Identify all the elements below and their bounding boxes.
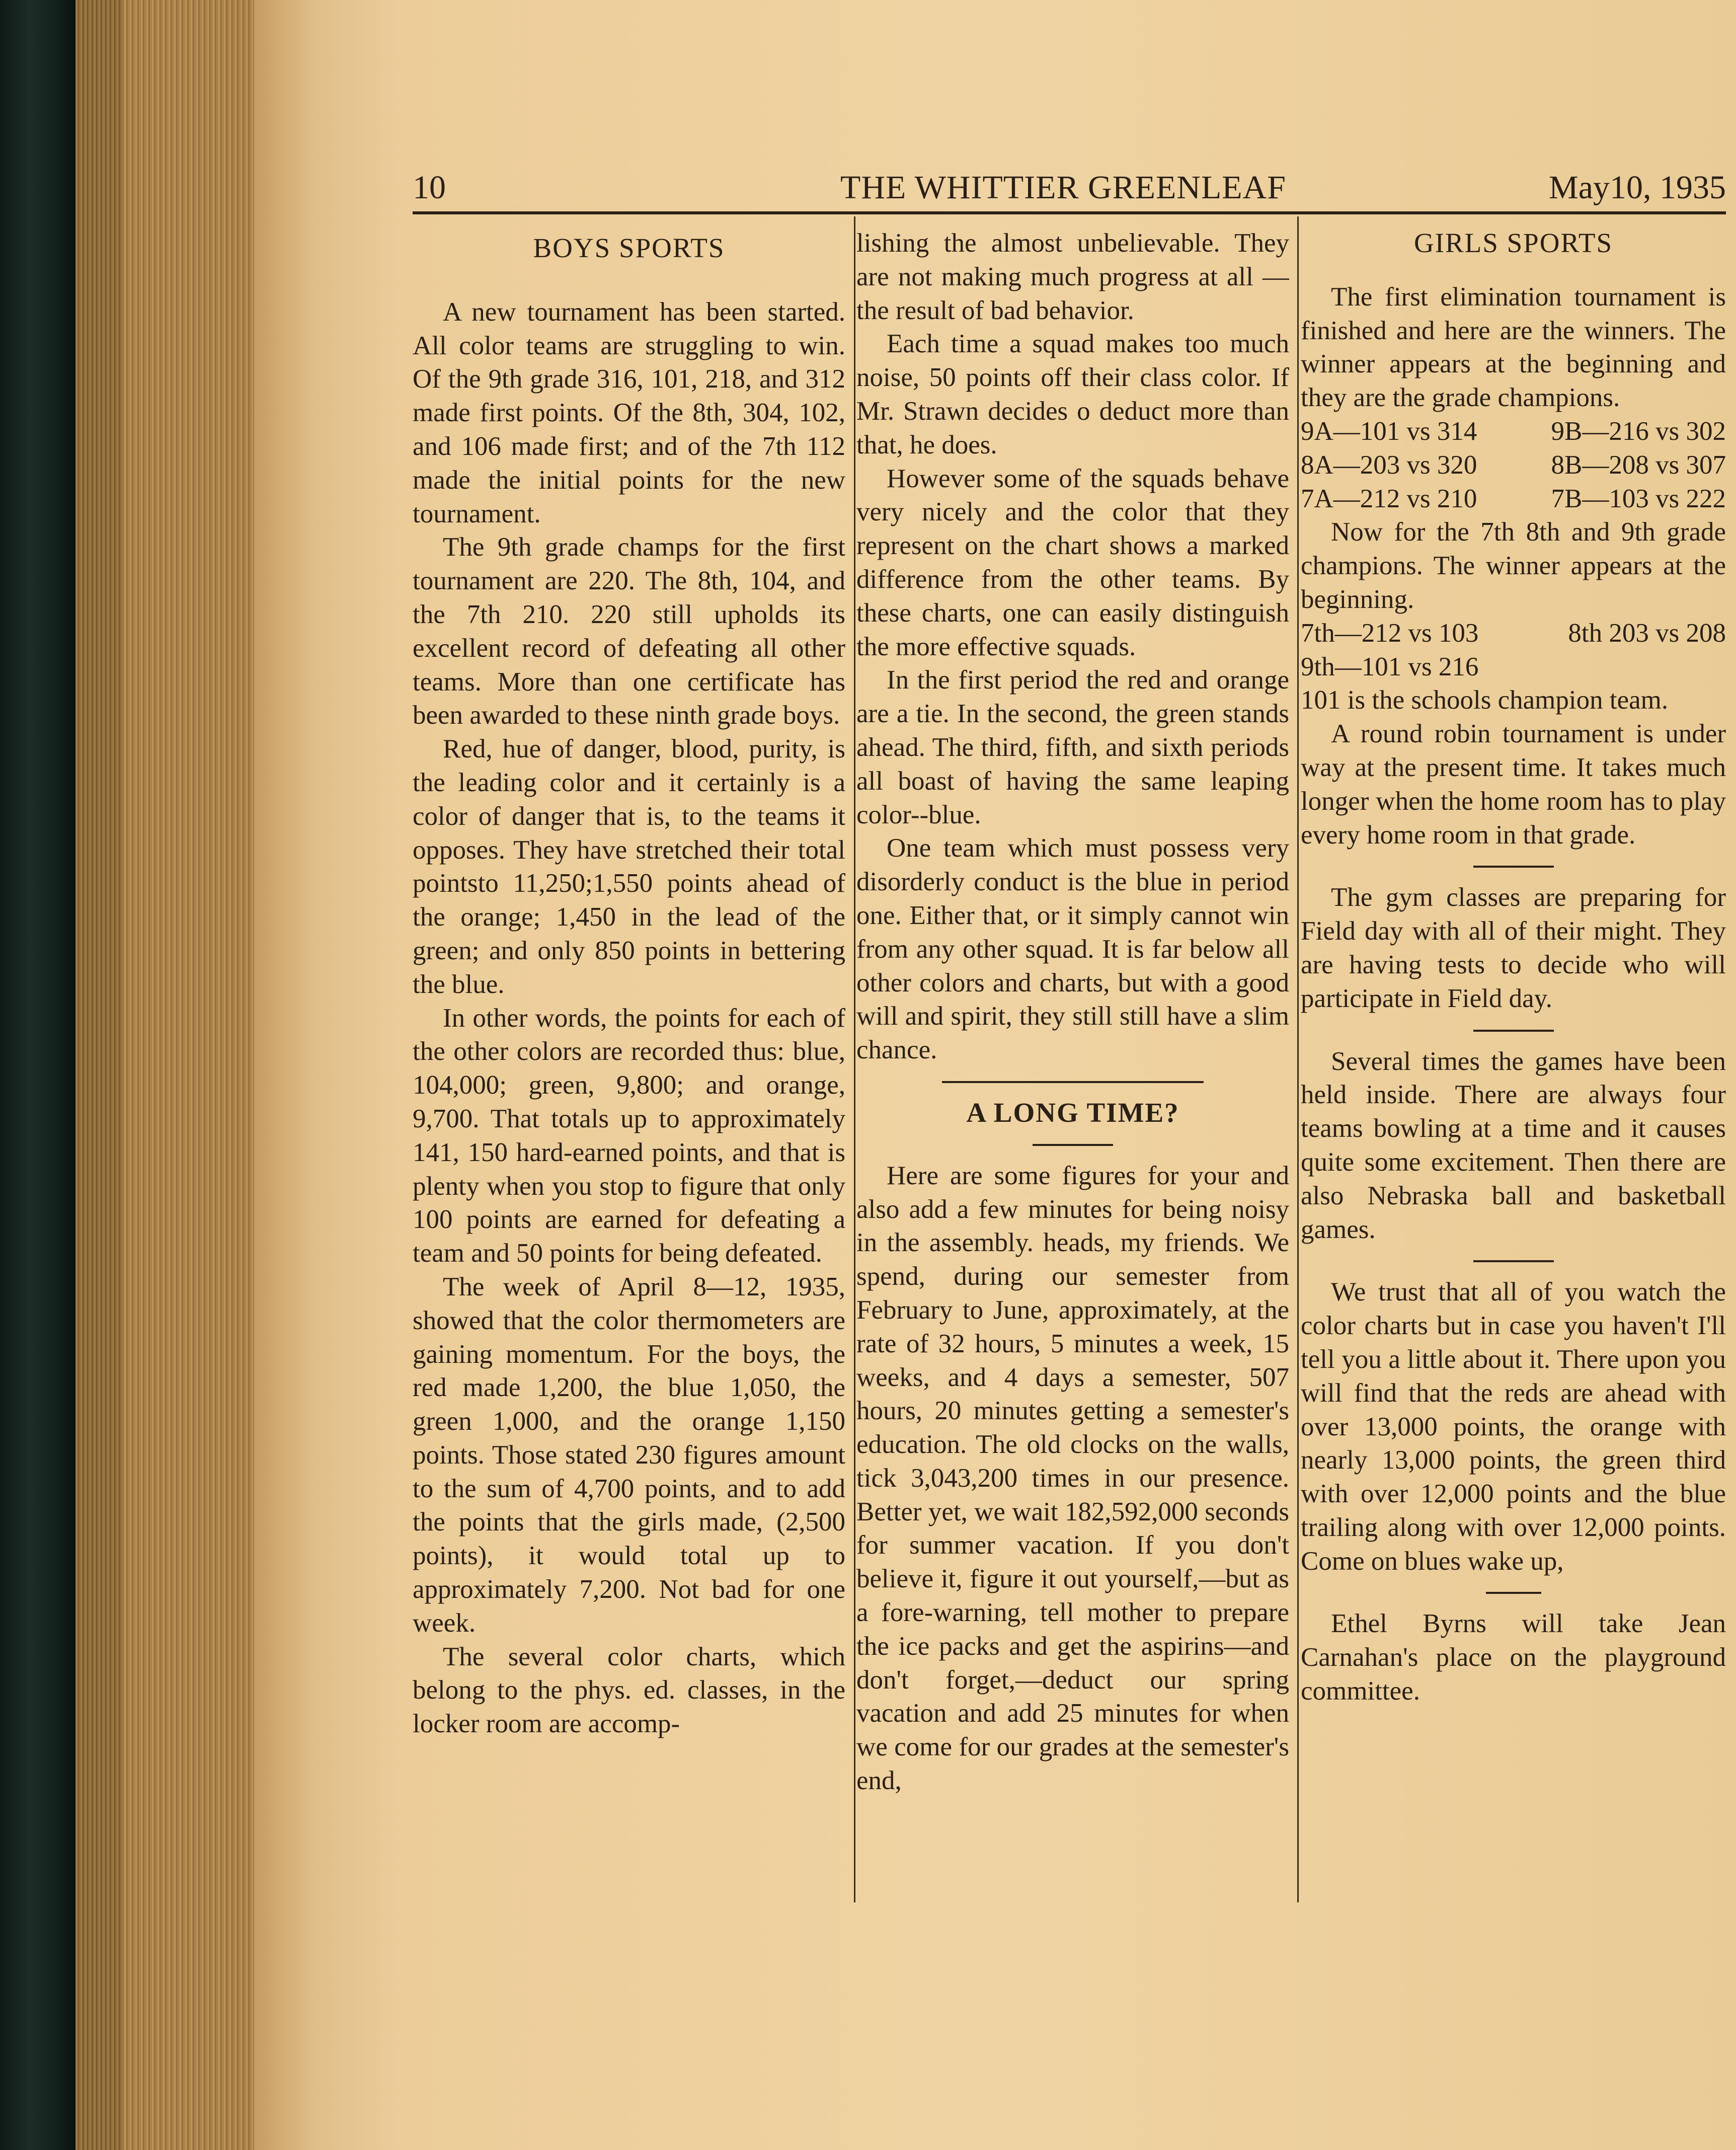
article-paragraph: The several color charts, which belong to the phys. ed. classes, in the locker room are accomp- — [413, 1642, 845, 1739]
page-number: 10 — [413, 169, 446, 206]
match-left: 9th—101 vs 216 — [1301, 652, 1479, 681]
article-paragraph: Here are some figures for your and also add a few minutes for being noisy in the assembly. heads, my friends. We spend, during our semester from February to June, approximately, at the rate of 32 hours, 5 minutes a week, 15 weeks, and 4 days a semester, 507 hours, 20 minutes getting a semester's education. The old clocks on the walls, tick 3,043,200 times in our presence. Better yet, we wait 182,592,000 seconds for summer vacation. If you don't believe it, figure it out yourself,—but as a fore-warning, tell mother to prepare the ice packs and get the aspirins—and don't forget,—deduct our spring vacation and add 25 minutes for when we come for our grades at the semester's end, — [856, 1161, 1289, 1796]
page-edges-inner — [123, 0, 254, 2150]
article-paragraph: We trust that all of you watch the color charts but in case you haven't I'll tell you a little about it. There upon you will find that the reds are ahead with over 13,000 points, the orange with nearly 13,000 points, the green third with over 12,000 points and the blue trailing along with over 12,000 points. Come on blues wake up, — [1301, 1277, 1726, 1576]
issue-date: May10, 1935 — [1549, 169, 1726, 206]
long-time-heading: A LONG TIME? — [966, 1097, 1179, 1128]
match-left: 7A—212 vs 210 — [1301, 484, 1477, 513]
header-rule — [413, 211, 1726, 214]
article-paragraph: One team which must possess very disorderly conduct is the blue in period one. Either that, or it simply cannot win from any other squad. It is far below all other colors and charts, but with a good will and spirit, they still still have a slim chance. — [856, 833, 1289, 1065]
match-right: 7B—103 vs 222 — [1551, 484, 1726, 513]
article-paragraph: Now for the 7th 8th and 9th grade champions. The winner appears at the beginning. — [1301, 517, 1726, 614]
article-paragraph: A round robin tournament is under way at the present time. It takes much longer when the home room has to play every home room in that grade. — [1301, 719, 1726, 850]
article-paragraph: The 9th grade champs for the first tournament are 220. The 8th, 104, and the 7th 210. 220 still upholds its excellent record of defeating all other teams. More than one certificate has been awarded to these ninth grade boys. — [413, 532, 845, 730]
section-rule — [942, 1081, 1204, 1083]
champion-line: 101 is the schools champion team. — [1301, 685, 1669, 715]
match-row — [1301, 482, 1726, 516]
match-row — [1301, 448, 1726, 482]
section-rule — [1473, 1260, 1554, 1262]
match-right: 8B—208 vs 307 — [1551, 450, 1726, 480]
match-right: 9B—216 vs 302 — [1551, 416, 1726, 446]
match-row — [1301, 617, 1726, 650]
article-paragraph: A new tournament has been started. All color teams are struggling to win. Of the 9th grade 316, 101, 218, and 312 made first points. Of the 8th, 304, 102, and 106 made first; and of the 7th 112 made the initial points for the new tournament. — [413, 297, 845, 528]
article-paragraph: Several times the games have been held inside. There are always four teams bowling at a time and it causes quite some excitement. Then there are also Nebraska ball and basketball games. — [1301, 1046, 1726, 1244]
article-paragraph: Red, hue of danger, blood, purity, is the leading color and it certainly is a color of danger that is, to the teams it opposes. They have stretched their total pointsto 11,250;1,550 points ahead of the orange; 1,450 in the lead of the green; and only 850 points in bettering the blue. — [413, 734, 845, 999]
heading-rule — [1033, 1144, 1113, 1146]
middle-column — [856, 226, 1289, 1917]
section-rule — [1486, 1592, 1541, 1594]
boys-sports-column — [413, 226, 845, 1917]
article-paragraph: In the first period the red and orange are a tie. In the second, the green stands ahead. The third, fifth, and sixth periods all boast of having the same leaping color--blue. — [856, 665, 1289, 829]
match-left: 8A—203 vs 320 — [1301, 450, 1477, 480]
article-paragraph: Ethel Byrns will take Jean Carnahan's place on the playground committee. — [1301, 1609, 1726, 1706]
article-paragraph: In other words, the points for each of the other colors are recorded thus: blue, 104,000; green, 9,800; and orange, 9,700. That totals up to approximately 141, 150 hard-earned points, and that is plenty when you stop to figure that only 100 points are earned for defeating a team and 50 points for being defeated. — [413, 1003, 845, 1268]
book-binding — [0, 0, 75, 2150]
column-divider — [854, 216, 855, 1902]
match-left: 7th—212 vs 103 — [1301, 618, 1479, 648]
section-rule — [1473, 866, 1554, 868]
boys-sports-heading: BOYS SPORTS — [533, 233, 725, 263]
article-paragraph: The week of April 8—12, 1935, showed that the color thermometers are gaining momentum. For the boys, the red made 1,200, the blue 1,050, the green 1,000, and the orange 1,150 points. Those stated 230 figures amount to the sum of 4,700 points, and to add the points that the girls made, (2,500 points), it would total up to approximately 7,200. Not bad for one week. — [413, 1272, 845, 1638]
match-right: 8th 203 vs 208 — [1568, 618, 1726, 648]
article-paragraph: However some of the squads behave very nicely and the color that they represent on the chart shows a marked difference from the other teams. By these charts, one can easily distinguish the more effective squads. — [856, 464, 1289, 661]
match-row — [1301, 415, 1726, 448]
section-rule — [1473, 1030, 1554, 1032]
column-divider — [1297, 216, 1299, 1902]
match-row — [1301, 650, 1726, 684]
newspaper-title: THE WHITTIER GREENLEAF — [840, 169, 1286, 206]
article-paragraph: Each time a squad makes too much noise, 50 points off their class color. If Mr. Strawn decides o deduct more than that, he does. — [856, 329, 1289, 459]
page-edges — [75, 0, 123, 2150]
match-left: 9A—101 vs 314 — [1301, 416, 1477, 446]
girls-sports-column — [1301, 226, 1726, 1917]
article-paragraph: The first elimination tournament is finished and here are the winners. The winner appears at the beginning and they are the grade champions. — [1301, 282, 1726, 413]
article-paragraph: The gym classes are preparing for Field day with all of their might. They are having tests to decide who will participate in Field day. — [1301, 883, 1726, 1013]
page-header — [413, 164, 1726, 211]
girls-sports-heading: GIRLS SPORTS — [1413, 227, 1613, 258]
article-paragraph: lishing the almost unbelievable. They are not making much progress at all — the result of bad behavior. — [856, 228, 1289, 325]
